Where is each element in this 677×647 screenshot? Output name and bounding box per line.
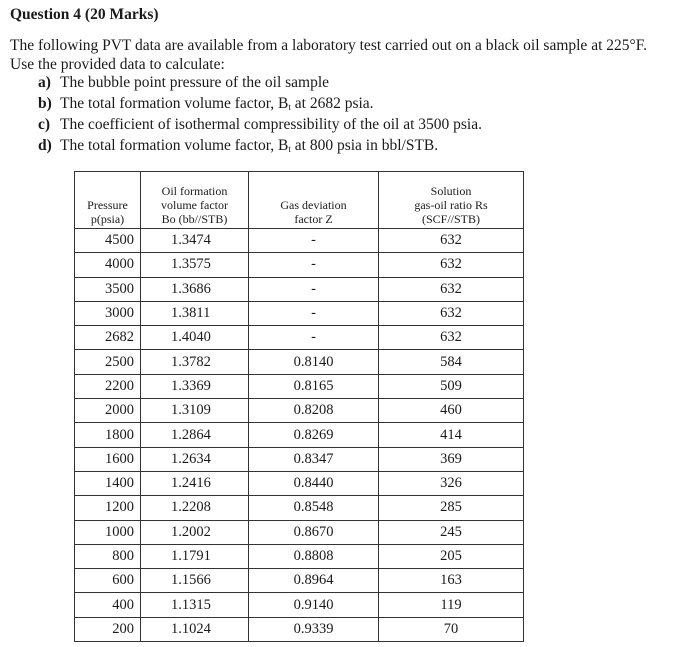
table-row xyxy=(75,520,524,544)
table-row xyxy=(75,374,524,398)
table-row xyxy=(75,399,524,423)
task-item xyxy=(38,74,669,95)
table-cell: 1.4040 xyxy=(141,326,249,350)
table-cell: 0.8140 xyxy=(249,350,379,374)
table-cell: 1.3474 xyxy=(141,229,249,253)
table-cell: 800 xyxy=(75,544,141,568)
table-cell: 1.3686 xyxy=(141,277,249,301)
table-row xyxy=(75,326,524,350)
table-cell: 460 xyxy=(379,399,524,423)
table-cell: 1.2416 xyxy=(141,471,249,495)
table-cell: 1.3575 xyxy=(141,253,249,277)
table-cell: 0.8208 xyxy=(249,399,379,423)
table-cell: 2682 xyxy=(75,326,141,350)
table-cell: 3000 xyxy=(75,301,141,325)
table-cell: 1.1315 xyxy=(141,593,249,617)
table-cell: 1400 xyxy=(75,471,141,495)
table-cell: 1.2864 xyxy=(141,423,249,447)
table-cell: 1.1566 xyxy=(141,569,249,593)
table-cell: 1.1024 xyxy=(141,617,249,641)
header-line: p(psia) xyxy=(90,212,125,226)
table-row xyxy=(75,471,524,495)
table-row xyxy=(75,569,524,593)
table-row xyxy=(75,301,524,325)
table-cell: 0.8269 xyxy=(249,423,379,447)
table-cell: 0.9339 xyxy=(249,617,379,641)
header-line: (SCF//STB) xyxy=(421,212,481,226)
table-row xyxy=(75,447,524,471)
task-item xyxy=(38,137,669,158)
task-label: c) xyxy=(38,116,51,133)
column-header xyxy=(75,172,141,229)
task-text: The total formation volume factor, B xyxy=(60,95,289,112)
table-cell: 1.1791 xyxy=(141,544,249,568)
column-header xyxy=(379,172,524,229)
table-cell: 285 xyxy=(379,496,524,520)
table-cell: - xyxy=(249,277,379,301)
table-cell: - xyxy=(249,301,379,325)
table-cell: 1.3782 xyxy=(141,350,249,374)
table-cell: 584 xyxy=(379,350,524,374)
table-row xyxy=(75,277,524,301)
table-cell: 369 xyxy=(379,447,524,471)
table-cell: 0.8964 xyxy=(249,569,379,593)
table-header-row xyxy=(75,172,524,229)
table-cell: 632 xyxy=(379,301,524,325)
task-text-tail: at 2682 psia. xyxy=(290,95,374,112)
table-cell: 0.8808 xyxy=(249,544,379,568)
task-text-tail: at 800 psia in bbl/STB. xyxy=(290,137,439,154)
task-label: b) xyxy=(38,95,52,112)
table-cell: 1.2634 xyxy=(141,447,249,471)
question-intro: The following PVT data are available from a laboratory test carried out on a black oil sample at 225°F. Use the provided data to calculate: xyxy=(10,37,647,73)
table-cell: 2200 xyxy=(75,374,141,398)
task-list xyxy=(8,74,669,158)
table-cell: 1.3369 xyxy=(141,374,249,398)
table-cell: 1.2208 xyxy=(141,496,249,520)
table-cell: 0.8548 xyxy=(249,496,379,520)
task-label: d) xyxy=(38,137,52,154)
table-row xyxy=(75,229,524,253)
table-cell: 1000 xyxy=(75,520,141,544)
task-text: The coefficient of isothermal compressibility of the oil at 3500 psia. xyxy=(60,116,482,133)
table-cell: 245 xyxy=(379,520,524,544)
table-cell: 1200 xyxy=(75,496,141,520)
table-cell: - xyxy=(249,229,379,253)
table-cell: 205 xyxy=(379,544,524,568)
table-row xyxy=(75,544,524,568)
table-cell: 414 xyxy=(379,423,524,447)
table-cell: 632 xyxy=(379,326,524,350)
table-cell: 4500 xyxy=(75,229,141,253)
table-cell: 0.8165 xyxy=(249,374,379,398)
table-cell: 400 xyxy=(75,593,141,617)
task-label: a) xyxy=(38,74,51,91)
table-cell: 200 xyxy=(75,617,141,641)
header-line: factor Z xyxy=(294,212,333,226)
table-cell: 1.2002 xyxy=(141,520,249,544)
header-line: volume factor xyxy=(161,198,228,212)
table-cell: - xyxy=(249,253,379,277)
table-cell: 1.3109 xyxy=(141,399,249,423)
table-cell: 632 xyxy=(379,253,524,277)
table-cell: 2000 xyxy=(75,399,141,423)
table-cell: 163 xyxy=(379,569,524,593)
table-cell: 326 xyxy=(379,471,524,495)
header-line: Oil formation xyxy=(161,184,228,198)
table-cell: 119 xyxy=(379,593,524,617)
column-header xyxy=(141,172,249,229)
task-item xyxy=(38,95,669,116)
table-row xyxy=(75,423,524,447)
table-cell: 1.3811 xyxy=(141,301,249,325)
table-row xyxy=(75,253,524,277)
subscript: t xyxy=(288,102,291,112)
table-cell: 4000 xyxy=(75,253,141,277)
table-row xyxy=(75,617,524,641)
header-line: gas-oil ratio Rs xyxy=(414,198,488,212)
pvt-data-table xyxy=(74,171,524,642)
task-text: The total formation volume factor, B xyxy=(60,137,289,154)
question-title: Question 4 (20 Marks) xyxy=(10,6,159,23)
column-header xyxy=(249,172,379,229)
table-cell: 70 xyxy=(379,617,524,641)
table-cell: 3500 xyxy=(75,277,141,301)
header-line: Bo (bb//STB) xyxy=(161,212,228,226)
table-cell: 0.8347 xyxy=(249,447,379,471)
header-line: Pressure xyxy=(87,198,128,212)
table-cell: - xyxy=(249,326,379,350)
table-cell: 0.9140 xyxy=(249,593,379,617)
task-item xyxy=(38,116,669,137)
table-cell: 2500 xyxy=(75,350,141,374)
table-cell: 509 xyxy=(379,374,524,398)
table-cell: 632 xyxy=(379,229,524,253)
table-row xyxy=(75,593,524,617)
table-cell: 1800 xyxy=(75,423,141,447)
table-cell: 1600 xyxy=(75,447,141,471)
table-cell: 600 xyxy=(75,569,141,593)
table-cell: 632 xyxy=(379,277,524,301)
table-cell: 0.8670 xyxy=(249,520,379,544)
table-cell: 0.8440 xyxy=(249,471,379,495)
header-line: Solution xyxy=(430,184,472,198)
header-line: Gas deviation xyxy=(280,198,347,212)
subscript: t xyxy=(288,144,291,154)
table-row xyxy=(75,496,524,520)
task-text: The bubble point pressure of the oil sample xyxy=(60,74,330,91)
table-row xyxy=(75,350,524,374)
